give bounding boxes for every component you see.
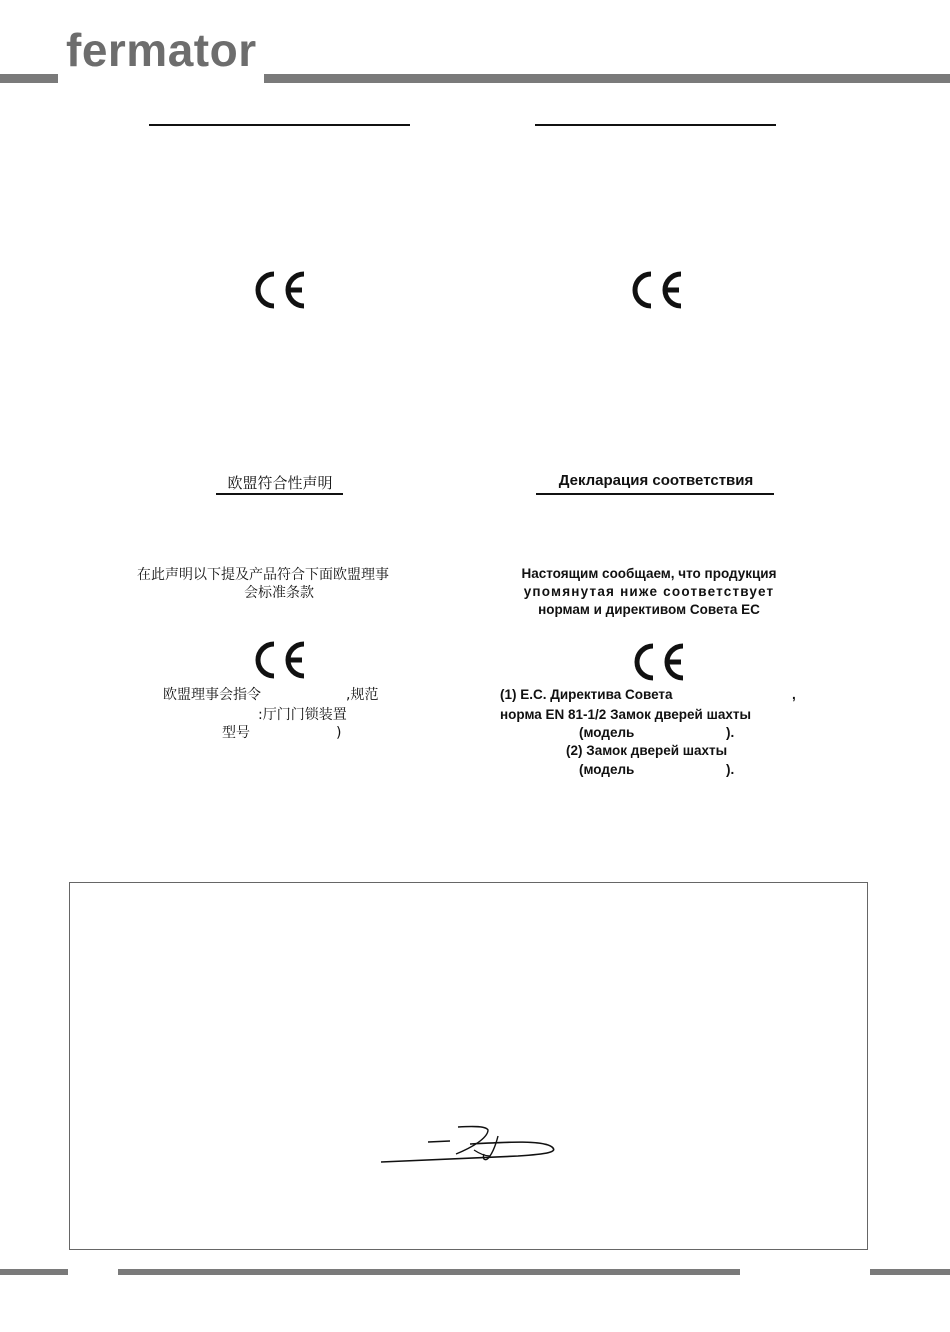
ce-mark-icon bbox=[252, 640, 308, 680]
right-heading-underline bbox=[535, 124, 776, 126]
russian-item1-model: (модель bbox=[579, 725, 635, 740]
fermator-logo bbox=[66, 24, 266, 74]
russian-intro bbox=[498, 565, 800, 619]
russian-intro-line2: упомянутая ниже соответствует bbox=[523, 584, 775, 599]
russian-item2-model: (модель bbox=[579, 762, 635, 777]
russian-item1-line2: норма EN 81-1/2 Замок дверей шахты bbox=[500, 707, 752, 722]
russian-intro-line1: Настоящим сообщаем, что продукция bbox=[521, 566, 777, 581]
chinese-intro-line2: 会标准条款 bbox=[244, 585, 314, 601]
chinese-title-underline bbox=[216, 493, 343, 495]
russian-item2-line1: (2) Замок дверей шахты bbox=[566, 743, 728, 758]
footer-bar-left bbox=[0, 1269, 68, 1275]
chinese-directive-suffix: ,规范 bbox=[346, 687, 379, 703]
logo-text: fermator bbox=[66, 24, 257, 74]
ce-mark-icon bbox=[252, 270, 308, 310]
ce-mark-icon bbox=[631, 642, 687, 682]
russian-item2-model-close: ). bbox=[726, 762, 735, 777]
chinese-directive-line: 欧盟理事会指令 bbox=[163, 687, 261, 703]
header-bar-right bbox=[264, 74, 950, 83]
header-bar-left bbox=[0, 74, 58, 83]
russian-item1-model-close: ). bbox=[726, 725, 735, 740]
ce-mark-icon bbox=[629, 270, 685, 310]
chinese-model-close: ) bbox=[336, 725, 342, 741]
signature-image bbox=[378, 1120, 560, 1168]
russian-title-underline bbox=[536, 493, 774, 495]
russian-item1-line1: (1) E.C. Директива Совета bbox=[500, 687, 673, 702]
chinese-product-line: :厅门门锁装置 bbox=[258, 707, 347, 723]
footer-bar-right bbox=[870, 1269, 950, 1275]
chinese-intro-line1: 在此声明以下提及产品符合下面欧盟理事 bbox=[137, 567, 389, 583]
signature-frame bbox=[69, 882, 868, 1250]
russian-item1-comma: , bbox=[792, 687, 796, 702]
russian-declaration-title: Декларация соответствия bbox=[558, 472, 754, 489]
russian-intro-line3: нормам и директивом Совета ЕС bbox=[538, 602, 760, 617]
left-heading-underline bbox=[149, 124, 410, 126]
chinese-model-label: 型号 bbox=[222, 725, 250, 741]
footer-bar-center bbox=[118, 1269, 740, 1275]
chinese-declaration-title: 欧盟符合性声明 bbox=[227, 474, 333, 492]
